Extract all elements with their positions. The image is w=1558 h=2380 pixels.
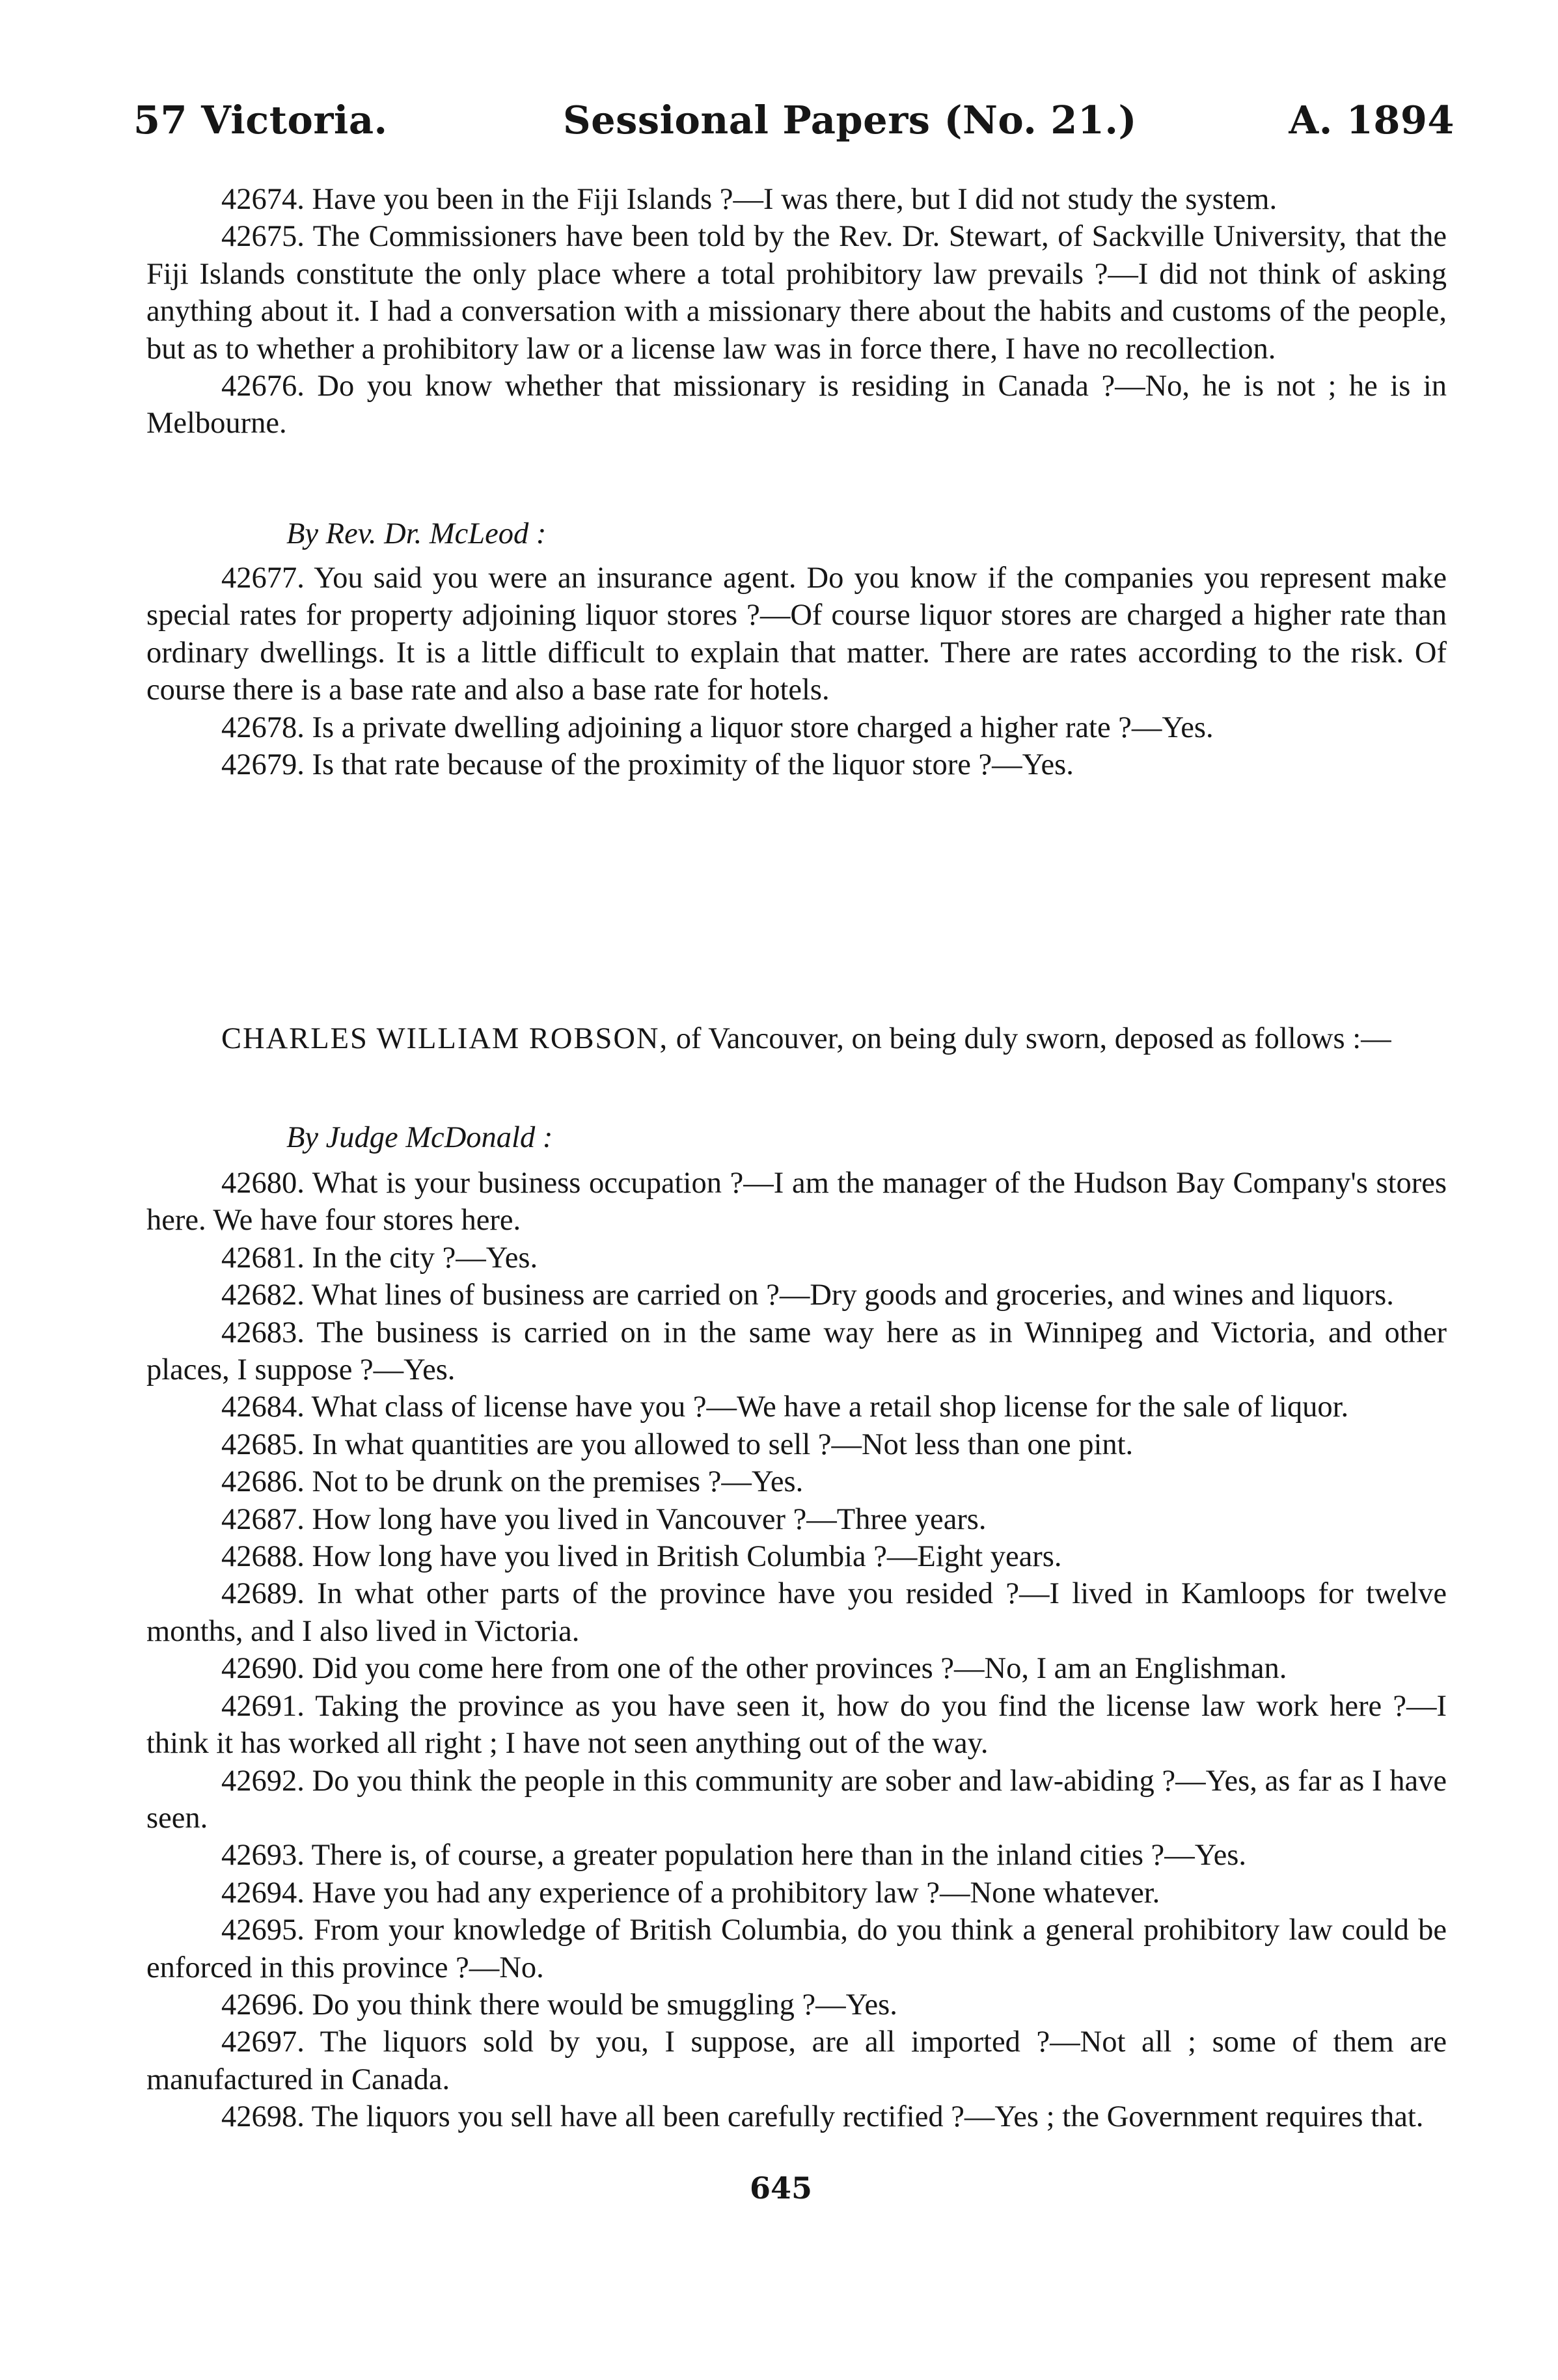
paragraph: 42680. What is your business occupation ?—I am the manager of the Hudson Bay Company's stores here. We have four stores here. (146, 1167, 1447, 1237)
examiner-byline: By Judge McDonald : (286, 1121, 553, 1154)
witness-intro-text: of Vancouver, on being duly sworn, deposed as follows :— (668, 1022, 1391, 1055)
paragraph: 42679. Is that rate because of the proximity of the liquor store ?—Yes. (221, 748, 1074, 782)
paragraph: 42682. What lines of business are carried on ?—Dry goods and groceries, and wines and liquors. (221, 1278, 1394, 1312)
testimony-section-1 (146, 181, 1447, 442)
running-header (133, 98, 1455, 150)
paragraph: 42685. In what quantities are you allowed to sell ?—Not less than one pint. (221, 1427, 1134, 1461)
paragraph: 42678. Is a private dwelling adjoining a liquor store charged a higher rate ?—Yes. (221, 710, 1214, 744)
paragraph: 42695. From your knowledge of British Columbia, do you think a general prohibitory law could be enforced in this province ?—No. (146, 1913, 1447, 1984)
examiner-byline: By Rev. Dr. McLeod : (286, 517, 547, 550)
paragraph: 42677. You said you were an insurance agent. Do you know if the companies you represent make special rates for property adjoining liquor stores ?—Of course liquor stores are charged a higher rate than ordinary dwellings. It is a little difficult to explain that matter. There are rates according to the risk. Of course there is a base rate and also a base rate for hotels. (146, 561, 1447, 707)
paragraph: 42689. In what other parts of the province have you resided ?—I lived in Kamloops for twelve months, and I also lived in Victoria. (146, 1577, 1447, 1648)
testimony-section-3 (146, 1165, 1447, 2136)
paragraph: 42694. Have you had any experience of a prohibitory law ?—None whatever. (221, 1876, 1160, 1910)
paragraph: 42698. The liquors you sell have all been carefully rectified ?—Yes ; the Government requires that. (221, 2100, 1424, 2134)
paragraph: 42691. Taking the province as you have seen it, how do you find the license law work here ?—I think it has worked all right ; I have not seen anything out of the way. (146, 1689, 1447, 1761)
paragraph: 42690. Did you come here from one of the other provinces ?—No, I am an Englishman. (221, 1652, 1287, 1686)
paragraph: 42684. What class of license have you ?—We have a retail shop license for the sale of liquor. (221, 1390, 1349, 1424)
paragraph: 42696. Do you think there would be smuggling ?—Yes. (221, 1988, 897, 2022)
witness-name: CHARLES WILLIAM ROBSON, (221, 1022, 669, 1055)
paragraph: 42693. There is, of course, a greater population here than in the inland cities ?—Yes. (221, 1839, 1246, 1873)
page-number: 645 (749, 2170, 813, 2206)
paragraph: 42674. Have you been in the Fiji Islands ?—I was there, but I did not study the system. (221, 183, 1278, 216)
paragraph: 42681. In the city ?—Yes. (221, 1241, 538, 1275)
witness-introduction (146, 1020, 1447, 1057)
paragraph: 42676. Do you know whether that missionary is residing in Canada ?—No, he is not ; he is in Melbourne. (146, 370, 1447, 440)
paragraph (146, 1020, 1447, 1057)
testimony-section-2 (146, 560, 1447, 783)
paragraph: 42675. The Commissioners have been told by the Rev. Dr. Stewart, of Sackville University, that the Fiji Islands constitute the only place where a total prohibitory law prevails ?—I did not think of asking anything about it. I had a conversation with a missionary there about the habits and customs of the people, but as to whether a prohibitory law or a license law was in force there, I have no recollection. (146, 220, 1447, 366)
paragraph: 42692. Do you think the people in this community are sober and law-abiding ?—Yes, as far as I have seen. (146, 1764, 1447, 1835)
paragraph: 42683. The business is carried on in the same way here as in Winnipeg and Victoria, and other places, I suppose ?—Yes. (146, 1316, 1447, 1387)
paragraph: 42686. Not to be drunk on the premises ?—Yes. (221, 1465, 804, 1499)
paragraph: 42687. How long have you lived in Vancouver ?—Three years. (221, 1502, 987, 1536)
header-year: A. 1894 (1289, 98, 1455, 142)
header-regnal-year: 57 Victoria. (133, 98, 388, 142)
header-title: Sessional Papers (No. 21.) (563, 98, 1137, 142)
paragraph: 42688. How long have you lived in British Columbia ?—Eight years. (221, 1540, 1062, 1574)
paragraph: 42697. The liquors sold by you, I suppose, are all imported ?—Not all ; some of them are manufactured in Canada. (146, 2025, 1447, 2096)
